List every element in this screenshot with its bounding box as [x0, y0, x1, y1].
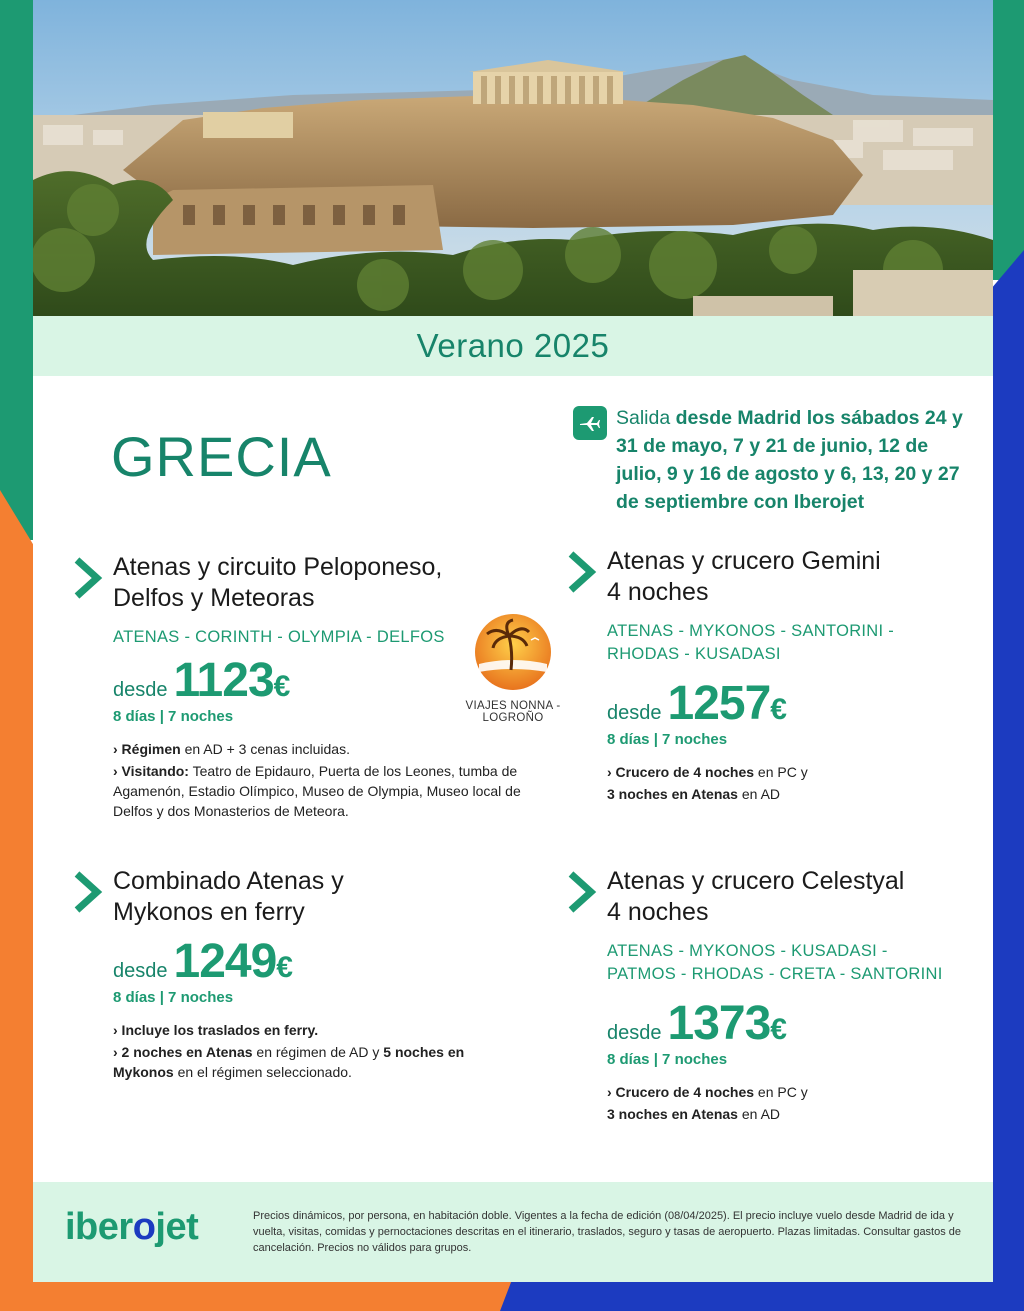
offer-details — [607, 762, 985, 804]
brand-part: jet — [155, 1206, 199, 1248]
offer-card-mykonos-ferry — [71, 866, 521, 1084]
offer-title — [113, 866, 521, 928]
price-value: 1249 — [173, 935, 277, 988]
palm-sunset-icon — [473, 612, 553, 692]
offer-route: ATENAS - MYKONOS - KUSADASI - PATMOS - RHODAS - CRETA - SANTORINI — [607, 942, 943, 983]
brand-part: o — [132, 1206, 156, 1248]
iberojet-logo — [65, 1206, 198, 1249]
price-prefix: desde — [607, 702, 662, 724]
detail-bold: 3 noches en Atenas — [607, 1106, 738, 1122]
offer-title-line: 4 noches — [607, 578, 709, 606]
price-currency: € — [770, 693, 787, 726]
agency-name: VIAJES NONNA - LOGROÑO — [465, 700, 561, 724]
detail-bold: › Régimen — [113, 741, 181, 757]
offer-route: ATENAS - MYKONOS - SANTORINI - RHODAS - KUSADASI — [607, 622, 895, 663]
price-value: 1373 — [667, 997, 771, 1050]
price-prefix: desde — [113, 960, 168, 982]
offer-details — [607, 1082, 985, 1124]
offer-title — [607, 546, 985, 608]
offer-title-line: Atenas y crucero Gemini — [607, 547, 881, 575]
price-currency: € — [276, 951, 293, 984]
offer-price — [113, 934, 521, 989]
detail-text: en AD + 3 cenas incluidas. — [180, 741, 350, 757]
detail-bold: › Crucero de 4 noches — [607, 764, 755, 780]
detail-text: en AD — [737, 786, 781, 802]
season-banner — [33, 316, 993, 376]
season-label: Verano 2025 — [416, 327, 610, 364]
hero-photo-acropolis — [33, 0, 993, 316]
offer-title-line: Atenas y crucero Celestyal — [607, 867, 905, 895]
chevron-right-icon — [71, 556, 103, 600]
chevron-right-icon — [565, 870, 597, 914]
detail-text: en régimen de AD y — [252, 1044, 384, 1060]
detail-bold: 5 noches en Mykonos — [113, 1044, 465, 1080]
price-prefix: desde — [607, 1022, 662, 1044]
flyer-page — [33, 0, 993, 1282]
offer-title — [113, 552, 541, 614]
price-prefix: desde — [113, 679, 168, 701]
plane-icon — [573, 406, 607, 440]
offer-title-line: 4 noches — [607, 898, 709, 926]
offer-price — [607, 996, 985, 1051]
brand-part: iber — [65, 1206, 133, 1248]
price-value: 1257 — [667, 677, 771, 730]
detail-bold: 3 noches en Atenas — [607, 786, 738, 802]
chevron-right-icon — [71, 870, 103, 914]
detail-text: en PC y — [754, 764, 808, 780]
frame-blue-right — [988, 250, 1024, 1311]
offer-duration: 8 días | 7 noches — [607, 1051, 728, 1068]
price-currency: € — [273, 670, 291, 703]
offer-price — [607, 676, 985, 731]
departure-info — [573, 404, 973, 516]
detail-text: Teatro de Epidauro, Puerta de los Leones, tumba de Agamenón, Estadio Olímpico, Museo de Olympia, Museo local de Delfos y dos Monasterios de Meteora. — [113, 763, 521, 819]
detail-bold: › Crucero de 4 noches — [607, 1084, 755, 1100]
detail-text: en PC y — [754, 1084, 808, 1100]
offer-title-line: Atenas y circuito Peloponeso, — [113, 553, 443, 581]
offer-route: ATENAS - CORINTH - OLYMPIA - DELFOS — [113, 628, 445, 646]
offer-duration: 8 días | 7 noches — [607, 731, 728, 748]
offer-card-celestyal — [565, 866, 985, 1126]
offer-duration: 8 días | 7 noches — [113, 989, 234, 1006]
footer — [33, 1182, 993, 1282]
detail-text: en AD — [737, 1106, 781, 1122]
price-currency: € — [770, 1013, 787, 1046]
offer-title — [607, 866, 985, 928]
chevron-right-icon — [565, 550, 597, 594]
detail-text: en el régimen seleccionado. — [173, 1064, 352, 1080]
frame-green-right — [988, 0, 1024, 280]
detail-bold: › 2 noches en Atenas — [113, 1044, 253, 1060]
detail-bold: › Visitando: — [113, 763, 189, 779]
destination-title: GRECIA — [111, 425, 332, 488]
offer-details — [113, 739, 541, 821]
offer-title-line: Mykonos en ferry — [113, 898, 305, 926]
price-value: 1123 — [173, 654, 274, 707]
offer-card-gemini — [565, 546, 985, 806]
departure-origin: desde Madrid los sábados — [675, 407, 920, 429]
detail-bold: › Incluye los traslados en ferry. — [113, 1022, 319, 1038]
offer-title-line: Delfos y Meteoras — [113, 584, 315, 612]
departure-lead: Salida — [616, 407, 671, 429]
offer-title-line: Combinado Atenas y — [113, 867, 344, 895]
offer-duration: 8 días | 7 noches — [113, 708, 234, 725]
departure-dates: 24 y 31 de mayo, 7 y 21 de junio, 12 de julio, 9 y 16 de agosto y 6, 13, 20 y 27 de septiembre con Iberojet — [616, 407, 963, 513]
offer-details — [113, 1020, 473, 1082]
legal-disclaimer: Precios dinámicos, por persona, en habitación doble. Vigentes a la fecha de edición (08/04/2025). El precio incluye vuelo desde Madrid de ida y vuelta, visitas, comidas y pernoctaciones descritas en el itinerario, traslados, seguro y tasas de aeropuerto. Plazas limitadas. Consultar gastos de cancelación. Precios no válidos para grupos. — [253, 1210, 962, 1254]
